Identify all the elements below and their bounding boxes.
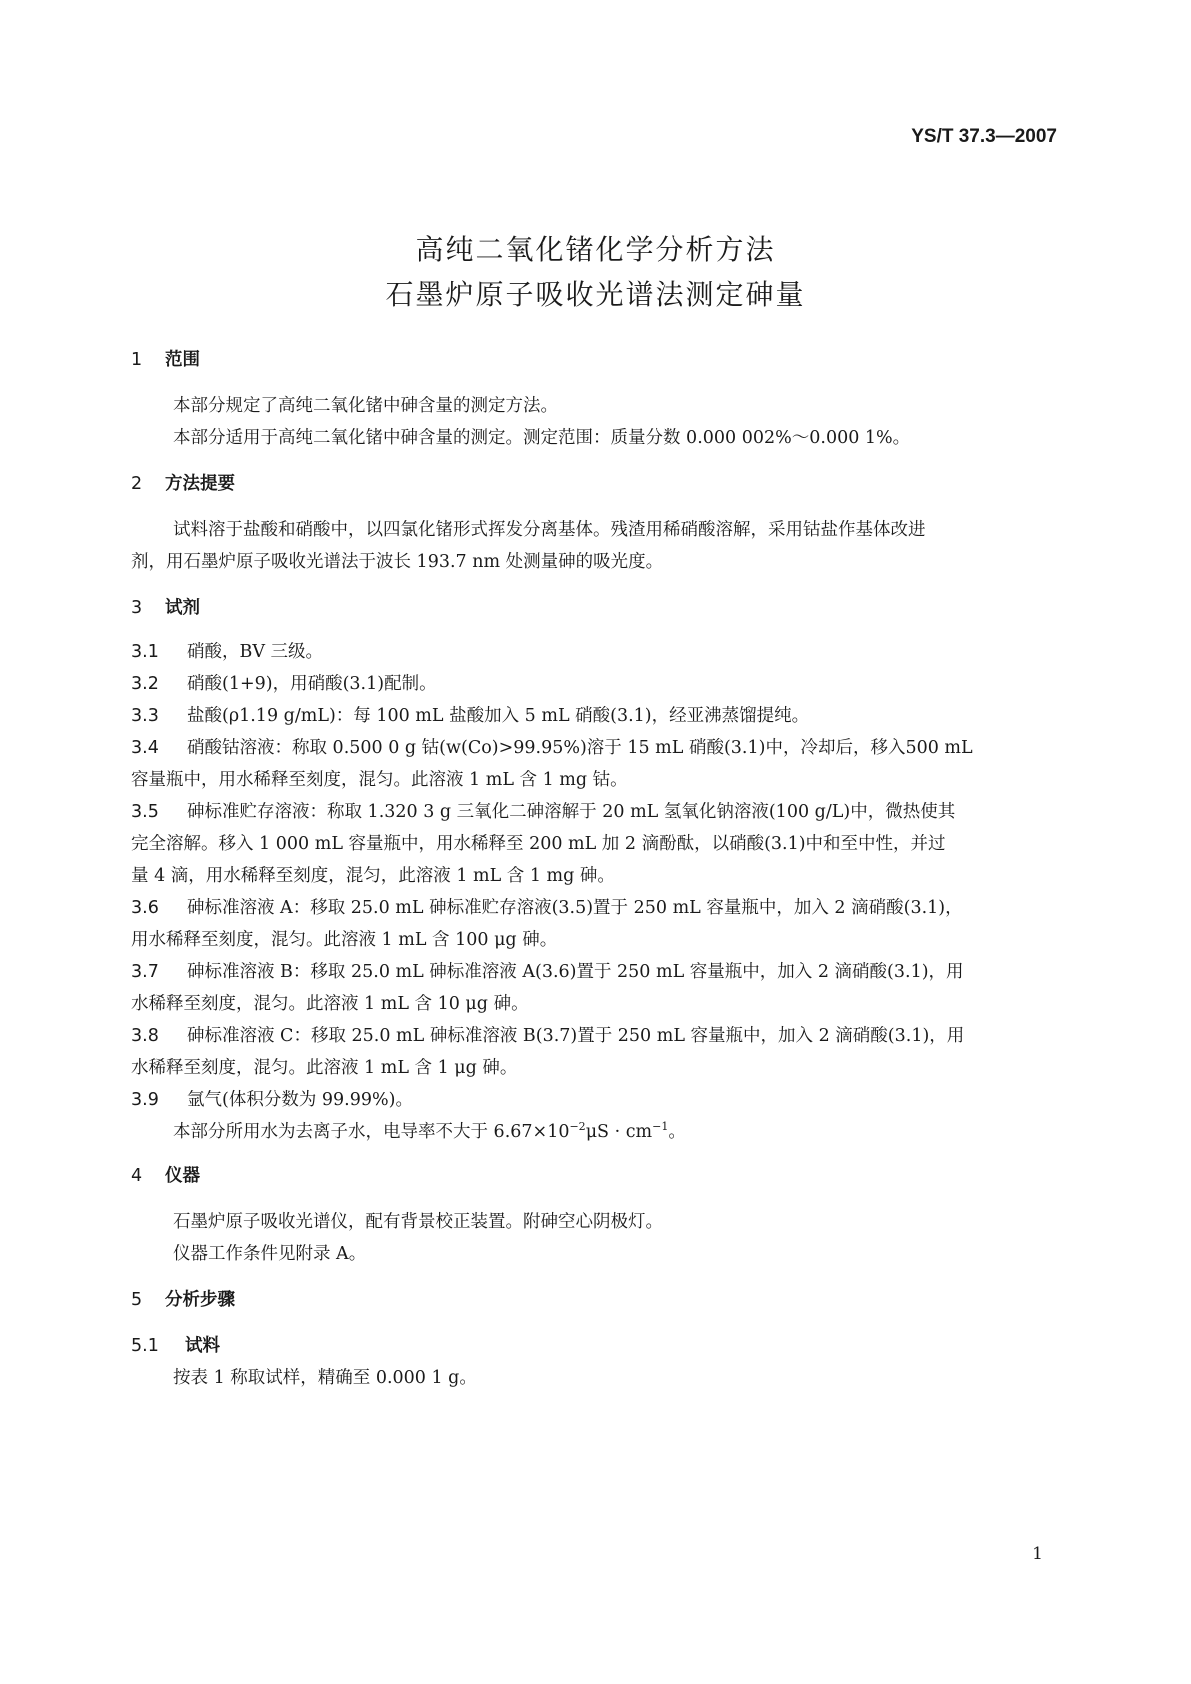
- section-heading-procedure: [131, 1286, 235, 1311]
- section-heading-scope: [131, 346, 200, 371]
- standard-code: YS/T 37.3—2007: [911, 126, 1057, 147]
- section-heading-apparatus: [131, 1162, 200, 1187]
- superscript: −2: [569, 1120, 586, 1134]
- item-continuation: 水稀释至刻度，混匀。此溶液 1 mL 含 1 μg 砷。: [131, 1058, 518, 1078]
- paragraph: 本部分适用于高纯二氧化锗中砷含量的测定。测定范围：质量分数 0.000 002%～0.000 1%。: [173, 428, 911, 448]
- item-text: 氩气(体积分数为 99.99%)。: [187, 1090, 413, 1110]
- reagent-item-3-4: [131, 734, 973, 759]
- section-title: 范围: [165, 350, 200, 370]
- section-title: 方法提要: [165, 474, 235, 494]
- document-title-line1: 高纯二氧化锗化学分析方法: [415, 233, 776, 266]
- section-title: 仪器: [165, 1166, 200, 1186]
- item-number: 3.3: [131, 706, 159, 726]
- item-text: 硝酸(1+9)，用硝酸(3.1)配制。: [187, 674, 437, 694]
- reagent-item-3-6: [131, 894, 963, 919]
- reagent-item-3-9: [131, 1086, 413, 1111]
- paragraph: 仪器工作条件见附录 A。: [173, 1244, 367, 1264]
- item-text: 硝酸钴溶液：称取 0.500 0 g 钴(w(Co)>99.95%)溶于 15 mL 硝酸(3.1)中，冷却后，移入500 mL: [187, 738, 973, 758]
- subsection-number: 5.1: [131, 1336, 159, 1356]
- page-number: 1: [1032, 1544, 1043, 1564]
- superscript: −1: [652, 1120, 669, 1134]
- reagent-item-3-7: [131, 958, 964, 983]
- water-note-end: 。: [668, 1122, 686, 1142]
- item-number: 3.7: [131, 962, 159, 982]
- item-continuation: 水稀释至刻度，混匀。此溶液 1 mL 含 10 μg 砷。: [131, 994, 529, 1014]
- item-continuation: 容量瓶中，用水稀释至刻度，混匀。此溶液 1 mL 含 1 mg 钴。: [131, 770, 628, 790]
- item-number: 3.1: [131, 642, 159, 662]
- section-number: 5: [131, 1290, 143, 1310]
- section-number: 2: [131, 474, 143, 494]
- paragraph: 石墨炉原子吸收光谱仪，配有背景校正装置。附砷空心阴极灯。: [173, 1212, 663, 1232]
- section-heading-principle: [131, 470, 235, 495]
- reagent-item-3-5: [131, 798, 955, 823]
- item-text: 砷标准溶液 B：移取 25.0 mL 砷标准溶液 A(3.6)置于 250 mL 容量瓶中，加入 2 滴硝酸(3.1)，用: [187, 962, 964, 982]
- paragraph-continuation: 剂，用石墨炉原子吸收光谱法于波长 193.7 nm 处测量砷的吸光度。: [131, 552, 664, 572]
- water-note-text: 本部分所用水为去离子水，电导率不大于 6.67×10: [173, 1122, 570, 1142]
- item-continuation: 用水稀释至刻度，混匀。此溶液 1 mL 含 100 μg 砷。: [131, 930, 558, 950]
- item-continuation: 完全溶解。移入 1 000 mL 容量瓶中，用水稀释至 200 mL 加 2 滴酚酞，以硝酸(3.1)中和至中性，并过: [131, 834, 946, 854]
- item-number: 3.5: [131, 802, 159, 822]
- item-text: 砷标准溶液 C：移取 25.0 mL 砷标准溶液 B(3.7)置于 250 mL 容量瓶中，加入 2 滴硝酸(3.1)，用: [187, 1026, 965, 1046]
- paragraph: 试料溶于盐酸和硝酸中，以四氯化锗形式挥发分离基体。残渣用稀硝酸溶解，采用钴盐作基体改进: [173, 520, 926, 540]
- document-title-line2: 石墨炉原子吸收光谱法测定砷量: [385, 278, 806, 311]
- item-text: 砷标准贮存溶液：称取 1.320 3 g 三氧化二砷溶解于 20 mL 氢氧化钠溶液(100 g/L)中，微热使其: [187, 802, 956, 822]
- reagent-item-3-3: [131, 702, 809, 727]
- reagent-item-3-1: [131, 638, 323, 663]
- subsection-title: 试料: [185, 1336, 220, 1356]
- section-number: 3: [131, 598, 143, 618]
- reagent-item-3-2: [131, 670, 437, 695]
- paragraph: 按表 1 称取试样，精确至 0.000 1 g。: [173, 1368, 477, 1388]
- item-number: 3.4: [131, 738, 159, 758]
- subsection-heading-sample: [131, 1332, 220, 1357]
- reagent-item-3-8: [131, 1022, 964, 1047]
- section-title: 分析步骤: [165, 1290, 235, 1310]
- item-number: 3.9: [131, 1090, 159, 1110]
- item-continuation: 量 4 滴，用水稀释至刻度，混匀，此溶液 1 mL 含 1 mg 砷。: [131, 866, 615, 886]
- item-text: 盐酸(ρ1.19 g/mL)：每 100 mL 盐酸加入 5 mL 硝酸(3.1)，经亚沸蒸馏提纯。: [187, 706, 810, 726]
- section-number: 1: [131, 350, 143, 370]
- item-number: 3.8: [131, 1026, 159, 1046]
- section-number: 4: [131, 1166, 143, 1186]
- section-title: 试剂: [165, 598, 200, 618]
- item-text: 硝酸，BV 三级。: [187, 642, 324, 662]
- item-number: 3.2: [131, 674, 159, 694]
- item-text: 砷标准溶液 A：移取 25.0 mL 砷标准贮存溶液(3.5)置于 250 mL 容量瓶中，加入 2 滴硝酸(3.1)，: [187, 898, 963, 918]
- water-note: [131, 1118, 686, 1143]
- section-heading-reagents: [131, 594, 200, 619]
- item-number: 3.6: [131, 898, 159, 918]
- water-note-unit: μS · cm: [585, 1122, 653, 1142]
- paragraph: 本部分规定了高纯二氧化锗中砷含量的测定方法。: [173, 396, 558, 416]
